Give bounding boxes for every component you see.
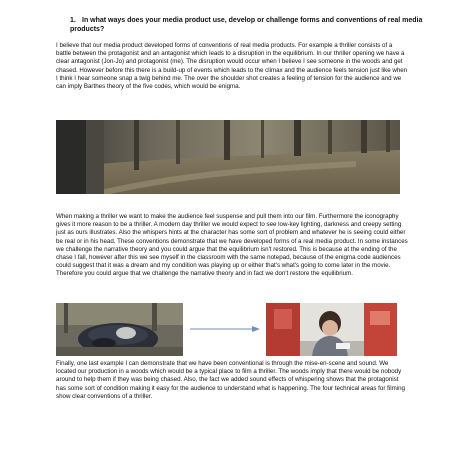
bag-scene-illustration — [56, 303, 183, 356]
paragraph-3: Finally, one last example I can demonstrate that we have been conventional is through the mise-en-scene and sound. We located our production in a woods which would be a typical place to film a thriller. The woods imply that there would be nobody around to help them if they was being chased. Also, the fact we added sound effects of whispering shows that the protagonist has some sort of condition making it easy for the audience to understand what is happening. The four technical areas for filming show clear conventions of a thriller. — [56, 360, 405, 400]
classroom-still-image — [266, 303, 397, 356]
arrow-right-icon — [190, 326, 260, 332]
question-heading — [70, 16, 430, 34]
classroom-scene-illustration — [266, 303, 397, 356]
paragraph-1: I believe that our media product developed forms of conventions of real media products. For example a thriller consists of a battle between the protagonist and an antagonist which leads to a disruption in the equilibrium. In our thriller opening we have a clear antagonist (Jon-Jo) and protagonist (me). The disruption would occur when I believe I see someone in the woods and get chased. However before this there is a build-up of events which leads to the climax and the audience feels tension just like when I think I hear someone snap a twig behind me. The over the shoulder shot creates a feeling of tension for the audience and we can imply Barthes theory of the five codes, which would be enigma. — [56, 42, 408, 91]
question-text: In what ways does your media product use, develop or challenge forms and conventions of real media products? — [70, 17, 423, 33]
bag-still-image — [56, 303, 183, 356]
woods-scene-illustration — [56, 120, 400, 194]
woods-still-image — [56, 120, 400, 194]
question-number: 1. — [70, 17, 76, 24]
paragraph-2: When making a thriller we want to make the audience feel suspense and pull them into our film. Furthermore the iconography gives it more reason to be a thriller. A modern day thriller we would expect to see low-key lighting, darkness and creepy setting just as ours illustrates. Also the whispers hints at the character has some sort of problem and whatever he is seeing could either be real or in his head. These conventions demonstrate that we have developed forms of a real media product. In some instances we challenge the narrative theory and you could argue that the equilibrium isn't restored. This is because at the ending of the chase I fall, however after this we see myself in the classroom with the same notepad, because of the enigma code audiences could suggest that it was a dream and my condition was playing up or either that's what's going to come later in the movie. Therefore you could argue that we challenge the narrative theory and in fact we don't restore the equilibrium. — [56, 213, 408, 278]
